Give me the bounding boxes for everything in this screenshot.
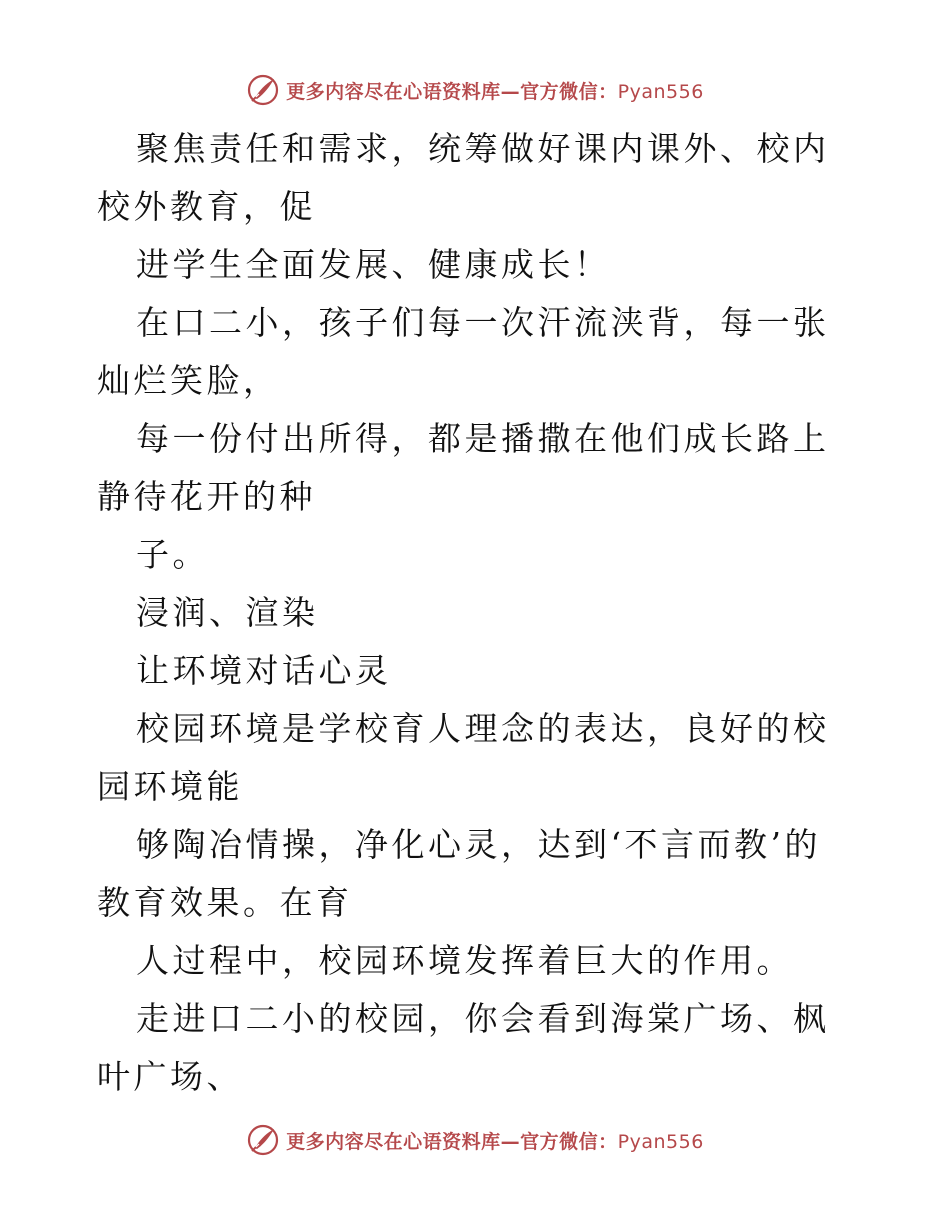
header-banner xyxy=(0,70,950,110)
section-heading: 让环境对话心灵 xyxy=(136,651,392,690)
document-body xyxy=(97,120,857,1106)
paragraph: 人过程中，校园环境发挥着巨大的作用。 xyxy=(136,941,793,980)
footer-banner xyxy=(0,1120,950,1160)
paragraph: 够陶冶情操，净化心灵，达到‘不言而教’的教育效果。在育 xyxy=(97,825,821,922)
paragraph: 走进口二小的校园，你会看到海棠广场、枫叶广场、 xyxy=(97,999,830,1096)
banner-text: 更多内容尽在心语资料库—官方微信：Pyan556 xyxy=(286,80,704,103)
quill-pen-logo-icon xyxy=(246,73,280,107)
section-heading: 浸润、渲染 xyxy=(136,593,319,632)
paragraph: 每一份付出所得，都是播撒在他们成长路上静待花开的种 xyxy=(97,419,830,516)
paragraph: 在口二小，孩子们每一次汗流浃背，每一张灿烂笑脸， xyxy=(97,303,830,400)
banner-text: 更多内容尽在心语资料库—官方微信：Pyan556 xyxy=(286,1130,704,1153)
quill-pen-logo-icon xyxy=(246,1123,280,1157)
paragraph: 子。 xyxy=(136,535,209,574)
paragraph: 校园环境是学校育人理念的表达，良好的校园环境能 xyxy=(97,709,830,806)
paragraph: 聚焦责任和需求，统筹做好课内课外、校内校外教育，促 xyxy=(97,129,830,226)
paragraph: 进学生全面发展、健康成长！ xyxy=(136,245,611,284)
